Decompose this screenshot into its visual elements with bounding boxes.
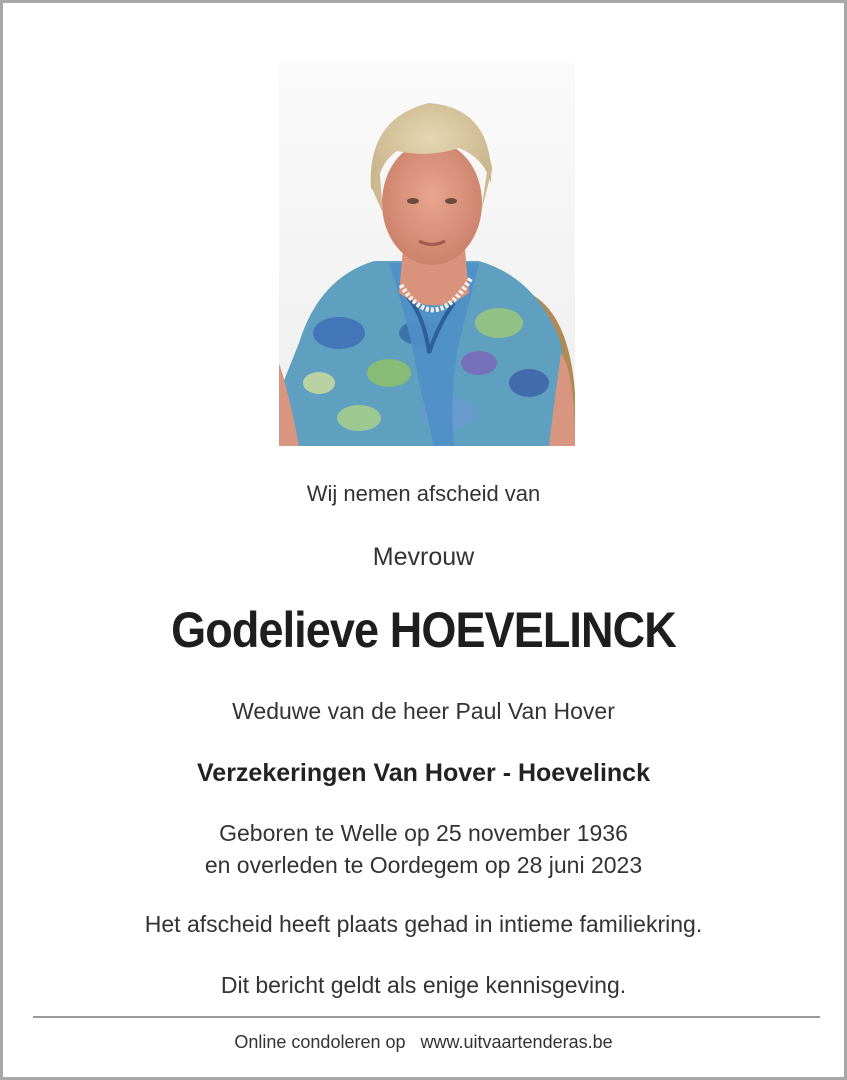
portrait-photo bbox=[279, 63, 575, 446]
death-details: en overleden te Oordegem op 28 juni 2023 bbox=[204, 852, 643, 878]
notice-text: Dit bericht geldt als enige kennisgeving. bbox=[220, 972, 627, 998]
spouse-text: Weduwe van de heer Paul Van Hover bbox=[232, 698, 615, 724]
birth-details: Geboren te Welle op 25 november 1936 bbox=[219, 820, 628, 846]
honorific-title: Mevrouw bbox=[372, 543, 475, 571]
footer-label: Online condoleren op bbox=[234, 1032, 406, 1052]
footer bbox=[3, 1032, 844, 1053]
condolence-link[interactable]: www.uitvaartenderas.be bbox=[420, 1032, 613, 1052]
ceremony-text: Het afscheid heeft plaats gehad in intieme familiekring. bbox=[144, 911, 703, 937]
intro-text: Wij nemen afscheid van bbox=[306, 481, 541, 506]
company-name: Verzekeringen Van Hover - Hoevelinck bbox=[197, 759, 650, 787]
divider bbox=[33, 1016, 820, 1018]
deceased-name: Godelieve HOEVELINCK bbox=[171, 602, 676, 658]
